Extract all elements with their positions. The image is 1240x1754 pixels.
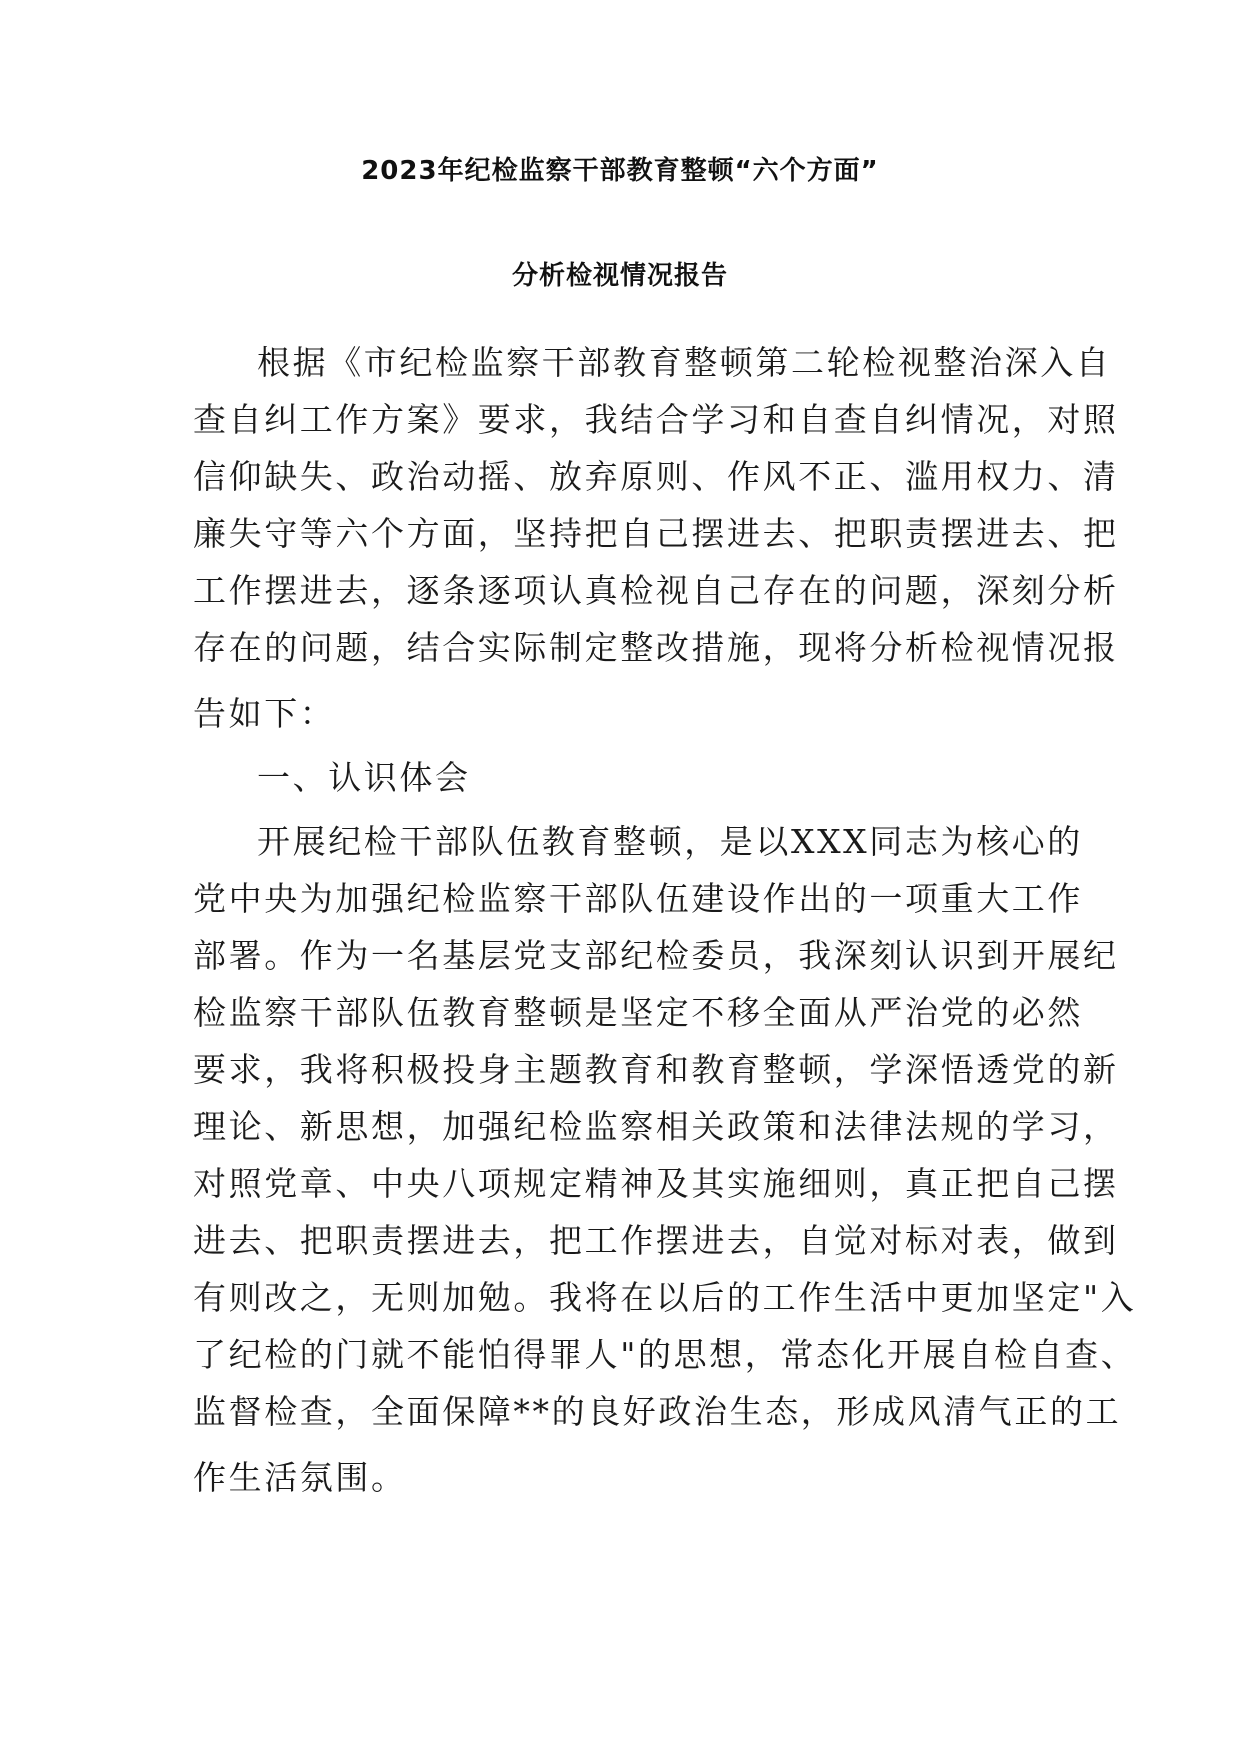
paragraph-2-line: 进去、把职责摆进去，把工作摆进去，自觉对标对表，做到 <box>193 1221 1119 1260</box>
paragraph-2-line: 开展纪检干部队伍教育整顿，是以XXX同志为核心的 <box>257 822 1083 861</box>
paragraph-2-line: 部署。作为一名基层党支部纪检委员，我深刻认识到开展纪 <box>193 936 1119 975</box>
paragraph-2-line: 作生活氛围。 <box>193 1458 407 1497</box>
paragraph-1-line: 信仰缺失、政治动摇、放弃原则、作风不正、滥用权力、清 <box>193 457 1119 496</box>
paragraph-1-line: 工作摆进去，逐条逐项认真检视自己存在的问题，深刻分析 <box>193 571 1119 610</box>
paragraph-2-line: 检监察干部队伍教育整顿是坚定不移全面从严治党的必然 <box>193 993 1083 1032</box>
document-title-line-2: 分析检视情况报告 <box>511 261 728 291</box>
paragraph-2-line: 有则改之，无则加勉。我将在以后的工作生活中更加坚定"入 <box>193 1278 1137 1317</box>
document-title-line-1: 2023年纪检监察干部教育整顿“六个方面” <box>361 156 879 186</box>
paragraph-2-line: 党中央为加强纪检监察干部队伍建设作出的一项重大工作 <box>193 879 1083 918</box>
paragraph-2-line: 要求，我将积极投身主题教育和教育整顿，学深悟透党的新 <box>193 1050 1119 1089</box>
paragraph-2-line: 监督检查，全面保障**的良好政治生态，形成风清气正的工 <box>193 1392 1122 1431</box>
paragraph-1-line: 廉失守等六个方面，坚持把自己摆进去、把职责摆进去、把 <box>193 514 1119 553</box>
paragraph-2-line: 理论、新思想，加强纪检监察相关政策和法律法规的学习， <box>193 1107 1119 1146</box>
paragraph-1-line: 存在的问题，结合实际制定整改措施，现将分析检视情况报 <box>193 628 1119 667</box>
paragraph-2-line: 了纪检的门就不能怕得罪人"的思想，常态化开展自检自查、 <box>193 1335 1137 1374</box>
paragraph-1-line: 查自纠工作方案》要求，我结合学习和自查自纠情况，对照 <box>193 400 1119 439</box>
section-heading: 一、认识体会 <box>257 758 471 797</box>
paragraph-1-line: 告如下： <box>193 694 336 733</box>
paragraph-1-line: 根据《市纪检监察干部教育整顿第二轮检视整治深入自 <box>257 343 1112 382</box>
paragraph-2-line: 对照党章、中央八项规定精神及其实施细则，真正把自己摆 <box>193 1164 1119 1203</box>
